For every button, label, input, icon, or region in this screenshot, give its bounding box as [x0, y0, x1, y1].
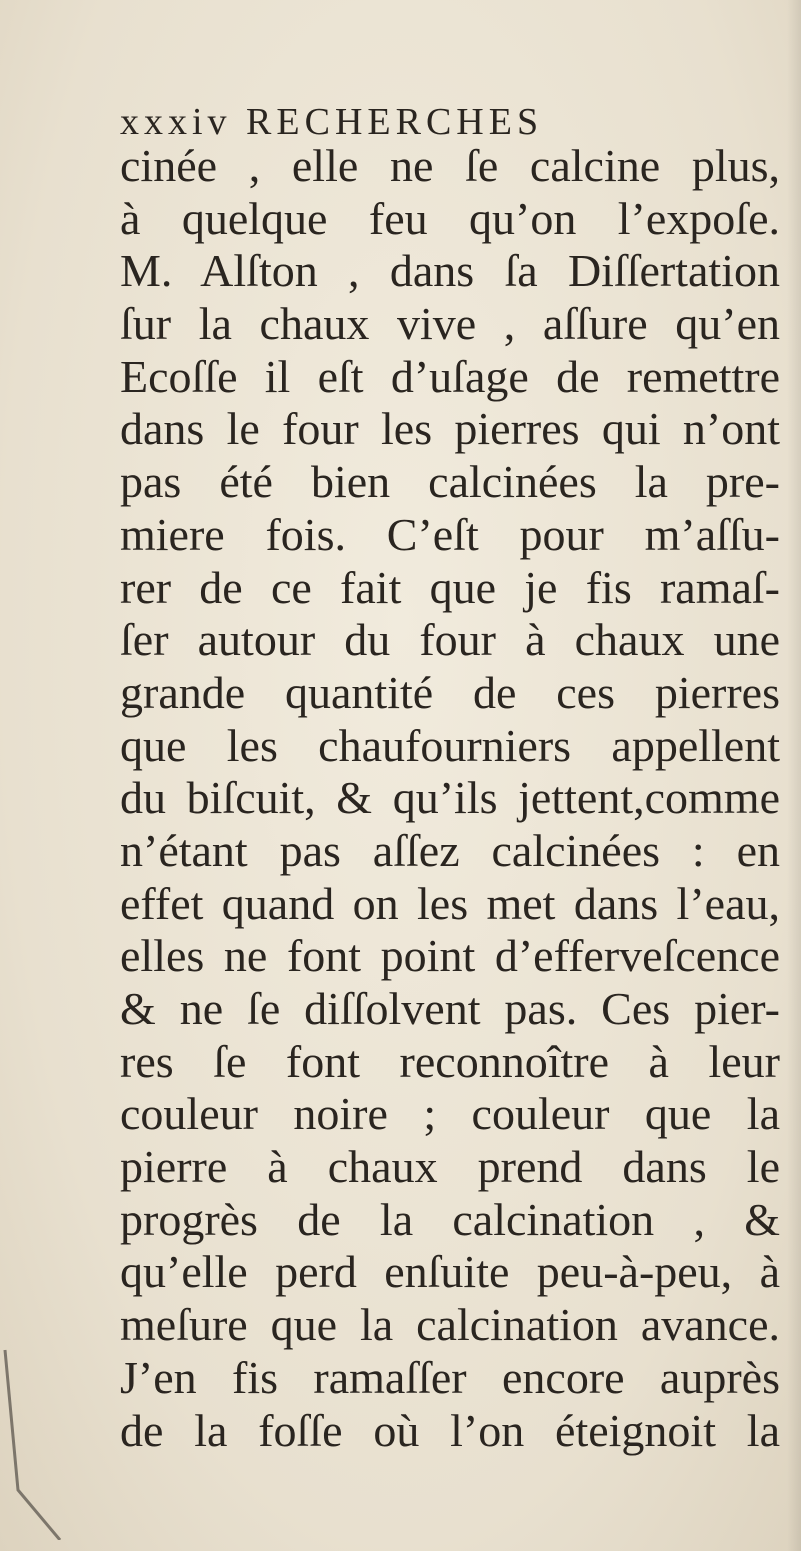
text-line: couleur noire ; couleur que la — [120, 1088, 780, 1140]
text-line: que les chaufourniers appellent — [120, 719, 780, 771]
text-line: miere fois. C’eſt pour m’aſſu- — [120, 508, 780, 560]
text-line: Ecoſſe il eſt d’uſage de remettre — [120, 350, 780, 402]
page-corner-mark — [0, 1340, 90, 1540]
text-line: qu’elle perd enſuite peu-à-peu, à — [120, 1246, 780, 1298]
text-line: grande quantité de ces pierres — [120, 666, 780, 718]
text-line: à quelque feu qu’on l’expoſe. — [120, 192, 780, 244]
text-line: res ſe font reconnoître à leur — [120, 1035, 780, 1087]
text-line: effet quand on les met dans l’eau, — [120, 877, 780, 929]
running-head: xxxiv RECHERCHES — [120, 101, 544, 143]
text-line: progrès de la calcination , & — [120, 1193, 780, 1245]
text-line: ſer autour du four à chaux une — [120, 614, 780, 666]
page-gutter-shadow — [787, 0, 801, 1551]
text-line: n’étant pas aſſez calcinées : en — [120, 824, 780, 876]
text-line: & ne ſe diſſolvent pas. Ces pier- — [120, 983, 780, 1034]
text-line: du biſcuit, & qu’ils jettent,comme — [120, 772, 780, 824]
text-line: M. Alſton , dans ſa Diſſertation — [120, 245, 780, 297]
body-text — [120, 140, 780, 1457]
text-line: elles ne font point d’efferveſcence — [120, 930, 780, 982]
text-line: J’en fis ramaſſer encore auprès — [120, 1351, 780, 1403]
text-line: meſure que la calcination avance. — [120, 1299, 780, 1351]
text-line: cinée , elle ne ſe calcine plus, — [120, 140, 780, 191]
text-line: rer de ce fait que je fis ramaſ- — [120, 561, 780, 613]
text-line: de la foſſe où l’on éteignoit la — [120, 1404, 780, 1456]
text-line: pas été bien calcinées la pre- — [120, 456, 780, 508]
text-line: ſur la chaux vive , aſſure qu’en — [120, 298, 780, 350]
text-line: pierre à chaux prend dans le — [120, 1141, 780, 1193]
text-line: dans le four les pierres qui n’ont — [120, 403, 780, 455]
